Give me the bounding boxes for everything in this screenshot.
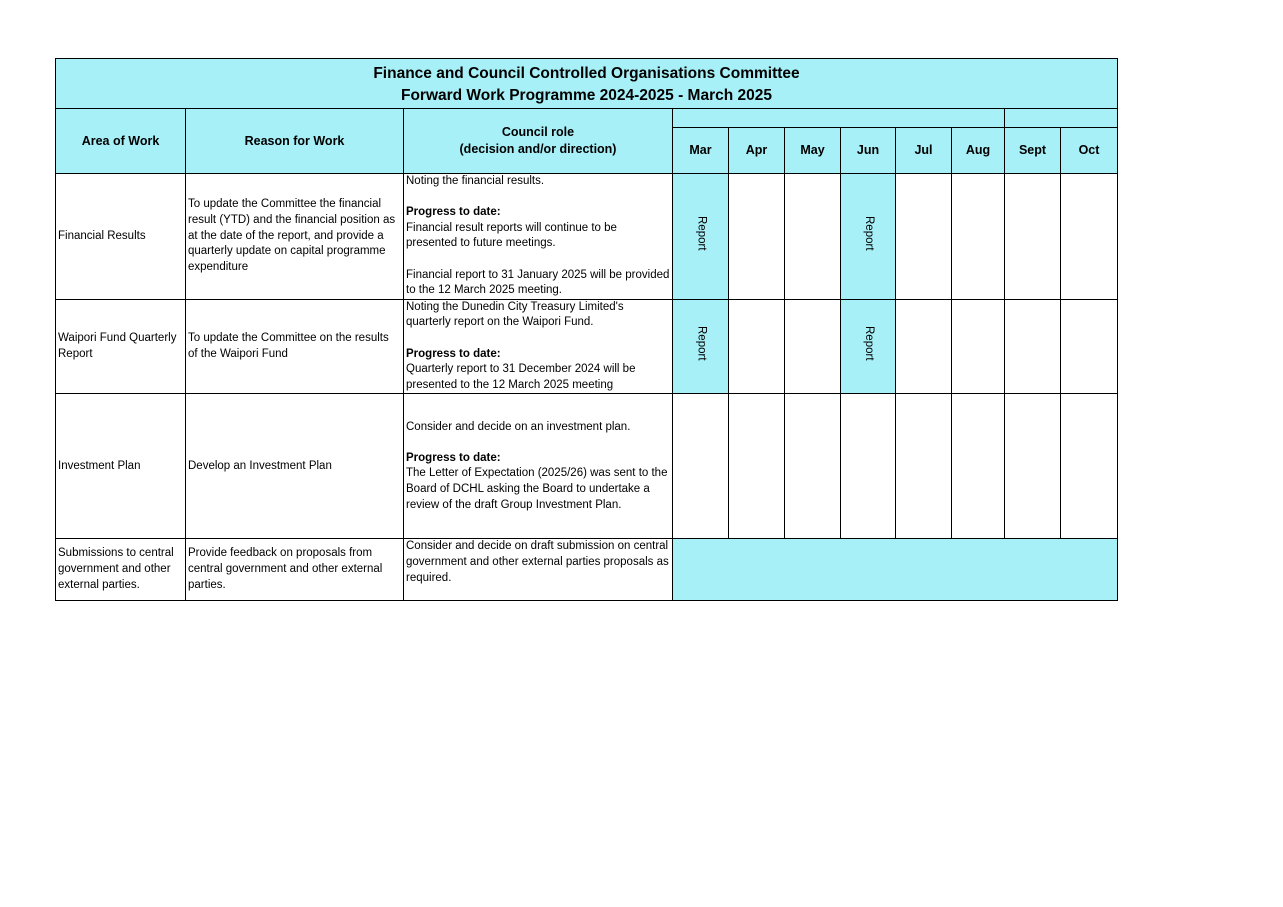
header-council-role-line-2: (decision and/or direction) <box>459 142 617 156</box>
row-reason: Provide feedback on proposals from central government and other external parties. <box>186 539 404 601</box>
row-area: Submissions to central government and other external parties. <box>56 539 186 601</box>
month-cell-mar <box>673 394 729 539</box>
progress-label: Progress to date: <box>406 206 501 219</box>
header-year-group-2 <box>1005 109 1118 128</box>
month-header-may: May <box>785 128 841 174</box>
month-header-aug: Aug <box>952 128 1005 174</box>
role-progress: The Letter of Expectation (2025/26) was sent to the Board of DCHL asking the Board to undertake a review of the draft Group Investment Plan. <box>406 467 668 511</box>
row-reason: To update the Committee the financial result (YTD) and the financial position as at the date of the report, and provide a quarterly update on capital programme expenditure <box>186 174 404 300</box>
header-year-group-1 <box>673 109 1005 128</box>
row-area: Financial Results <box>56 174 186 300</box>
report-marker: Report <box>862 326 875 361</box>
month-header-oct: Oct <box>1061 128 1118 174</box>
month-header-sept: Sept <box>1005 128 1061 174</box>
table-title <box>56 59 1118 109</box>
role-intro: Consider and decide on an investment plan. <box>406 420 631 433</box>
report-marker: Report <box>695 216 708 251</box>
month-cell-apr <box>729 394 785 539</box>
month-header-apr: Apr <box>729 128 785 174</box>
progress-label: Progress to date: <box>406 347 501 360</box>
header-council-role <box>404 109 673 174</box>
table-row <box>56 299 1118 394</box>
month-span-all <box>673 539 1118 601</box>
month-header-mar: Mar <box>673 128 729 174</box>
month-cell-may <box>785 394 841 539</box>
header-council-role-line-1: Council role <box>501 125 575 139</box>
row-council-role <box>404 394 673 539</box>
row-area: Investment Plan <box>56 394 186 539</box>
title-line-1: Finance and Council Controlled Organisations Committee <box>373 65 800 82</box>
header-reason-for-work: Reason for Work <box>186 109 404 174</box>
row-reason: Develop an Investment Plan <box>186 394 404 539</box>
month-cell-aug <box>952 394 1005 539</box>
role-intro: Noting the Dunedin City Treasury Limited's quarterly report on the Waipori Fund. <box>406 300 624 329</box>
report-marker: Report <box>695 326 708 361</box>
month-cell-apr <box>729 299 785 394</box>
month-cell-sept <box>1005 299 1061 394</box>
month-cell-oct <box>1061 174 1118 300</box>
month-cell-apr <box>729 174 785 300</box>
role-progress: Financial result reports will continue to be presented to future meetings. <box>406 221 617 250</box>
role-intro: Consider and decide on draft submission on central government and other external parties proposals as required. <box>406 540 669 584</box>
month-header-jul: Jul <box>896 128 952 174</box>
month-cell-mar <box>673 299 729 394</box>
header-area-of-work: Area of Work <box>56 109 186 174</box>
row-council-role <box>404 299 673 394</box>
table-row <box>56 394 1118 539</box>
row-council-role <box>404 174 673 300</box>
month-cell-aug <box>952 299 1005 394</box>
month-cell-aug <box>952 174 1005 300</box>
table-row <box>56 174 1118 300</box>
row-area: Waipori Fund Quarterly Report <box>56 299 186 394</box>
progress-label: Progress to date: <box>406 451 501 464</box>
month-cell-may <box>785 174 841 300</box>
role-extra: Financial report to 31 January 2025 will be provided to the 12 March 2025 meeting. <box>406 268 670 297</box>
month-cell-jul <box>896 299 952 394</box>
role-progress: Quarterly report to 31 December 2024 will be presented to the 12 March 2025 meeting <box>406 363 636 391</box>
month-cell-sept <box>1005 394 1061 539</box>
report-marker: Report <box>862 216 875 251</box>
month-cell-may <box>785 299 841 394</box>
month-cell-sept <box>1005 174 1061 300</box>
month-cell-oct <box>1061 299 1118 394</box>
table-row <box>56 539 1118 601</box>
month-cell-jul <box>896 394 952 539</box>
month-header-jun: Jun <box>841 128 896 174</box>
row-council-role <box>404 539 673 601</box>
work-programme-table <box>55 58 1118 601</box>
month-cell-jun <box>841 394 896 539</box>
month-cell-jul <box>896 174 952 300</box>
month-cell-oct <box>1061 394 1118 539</box>
title-line-2: Forward Work Programme 2024-2025 - March 2025 <box>400 87 773 104</box>
role-intro: Noting the financial results. <box>406 175 545 187</box>
month-cell-jun <box>841 174 896 300</box>
month-cell-mar <box>673 174 729 300</box>
row-reason: To update the Committee on the results of the Waipori Fund <box>186 299 404 394</box>
work-programme-sheet <box>55 58 1118 601</box>
month-cell-jun <box>841 299 896 394</box>
